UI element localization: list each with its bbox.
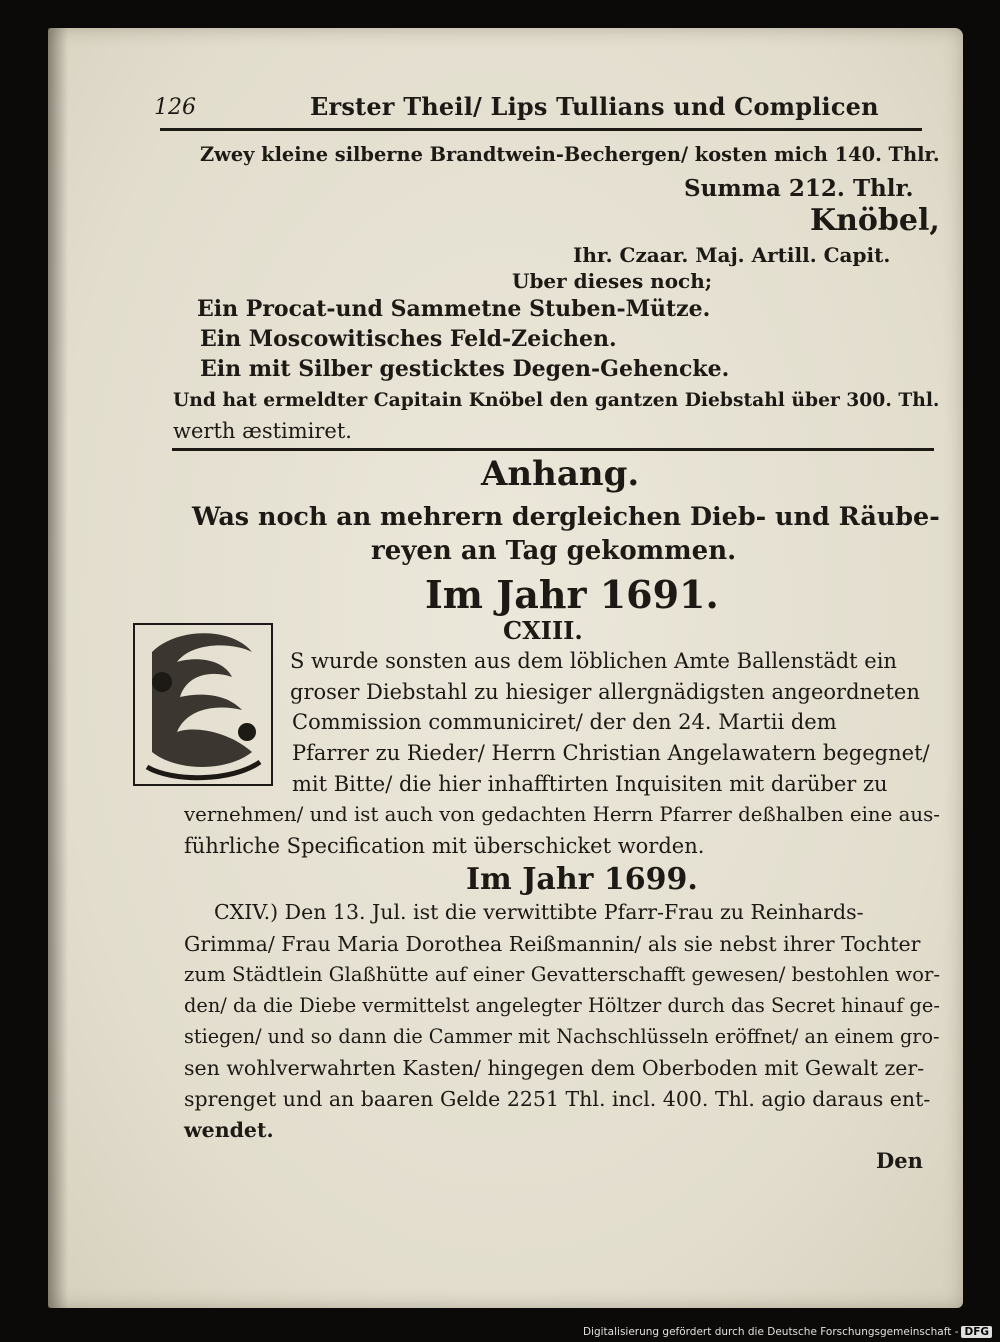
appendix-subtitle-2: reyen an Tag gekommen. — [371, 536, 737, 566]
para-1691-line-5: mit Bitte/ die hier inhafftirten Inquisiten mit darüber zu — [292, 772, 888, 796]
catchword: Den — [876, 1148, 923, 1173]
running-title: Erster Theil/ Lips Tullians und Complicen — [310, 92, 879, 121]
year-heading-1699: Im Jahr 1699. — [466, 862, 698, 897]
para-1699-line-3: zum Städtlein Glaßhütte auf einer Gevatterschafft gewesen/ bestohlen wor- — [184, 963, 941, 986]
para-1699-line-1: CXIV.) Den 13. Jul. ist die verwittibte Pfarr-Frau zu Reinhards- — [214, 900, 864, 924]
appendix-title: Anhang. — [481, 454, 640, 494]
signature-title: Ihr. Czaar. Maj. Artill. Capit. — [573, 243, 891, 267]
para-1699-line-2: Grimma/ Frau Maria Dorothea Reißmannin/ als sie nebst ihrer Tochter — [184, 932, 921, 956]
para-1699-line-7: sprenget und an baaren Gelde 2251 Thl. incl. 400. Thl. agio daraus ent- — [184, 1087, 931, 1111]
dropcap-letter — [188, 655, 255, 759]
section-number-cxiii: CXIII. — [503, 616, 583, 645]
dfg-logo-icon: DFG — [961, 1326, 992, 1338]
para-1691-line-6: vernehmen/ und ist auch von gedachten Herrn Pfarrer deßhalben eine aus- — [184, 803, 940, 826]
credit-text: Digitalisierung gefördert durch die Deutsche Forschungsgemeinschaft - — [582, 1326, 959, 1338]
list-top-line-1: Zwey kleine silberne Brandtwein-Bechergen/ kosten mich 140. Thlr. — [200, 143, 940, 166]
list-extra-item-2: Ein Moscowitisches Feld-Zeichen. — [200, 326, 617, 352]
para-1691-line-3: Commission communiciret/ der den 24. Martii dem — [292, 710, 837, 734]
para-1699-line-6: sen wohlverwahrten Kasten/ hingegen dem Oberboden mit Gewalt zer- — [184, 1056, 925, 1080]
para-1691-line-4: Pfarrer zu Rieder/ Herrn Christian Angelawatern begegnet/ — [292, 741, 930, 765]
list-extra-item-1: Ein Procat-und Sammetne Stuben-Mütze. — [197, 296, 711, 322]
digitization-credit — [583, 1326, 992, 1338]
year-heading-1691: Im Jahr 1691. — [425, 572, 719, 617]
list-extra-heading: Uber dieses noch; — [512, 269, 713, 293]
appendix-subtitle-1: Was noch an mehrern dergleichen Dieb- und Räube- — [192, 501, 940, 531]
para-1699-line-8: wendet. — [184, 1118, 274, 1142]
section-rule — [172, 448, 934, 451]
header-rule — [160, 128, 922, 131]
para-1699-line-4: den/ da die Diebe vermittelst angelegter Höltzer durch das Secret hinauf ge- — [184, 994, 940, 1017]
page-number: 126 — [154, 95, 196, 120]
closing-line-1: Und hat ermeldter Capitain Knöbel den gantzen Diebstahl über 300. Thl. — [173, 389, 940, 411]
para-1699-line-5: stiegen/ und so dann die Cammer mit Nachschlüsseln eröffnet/ an einem gro- — [184, 1025, 940, 1048]
closing-line-2: werth æstimiret. — [173, 419, 352, 443]
list-extra-item-3: Ein mit Silber gesticktes Degen-Gehencke. — [200, 356, 730, 382]
para-1691-line-1: S wurde sonsten aus dem löblichen Amte Ballenstädt ein — [290, 649, 897, 673]
list-top-summa: Summa 212. Thlr. — [684, 175, 914, 202]
signature-name: Knöbel, — [810, 203, 940, 238]
page-gutter-shadow — [48, 28, 68, 1308]
para-1691-line-2: groser Diebstahl zu hiesiger allergnädigsten angeordneten — [290, 680, 920, 704]
para-1691-line-7: führliche Specification mit überschicket worden. — [184, 834, 705, 858]
